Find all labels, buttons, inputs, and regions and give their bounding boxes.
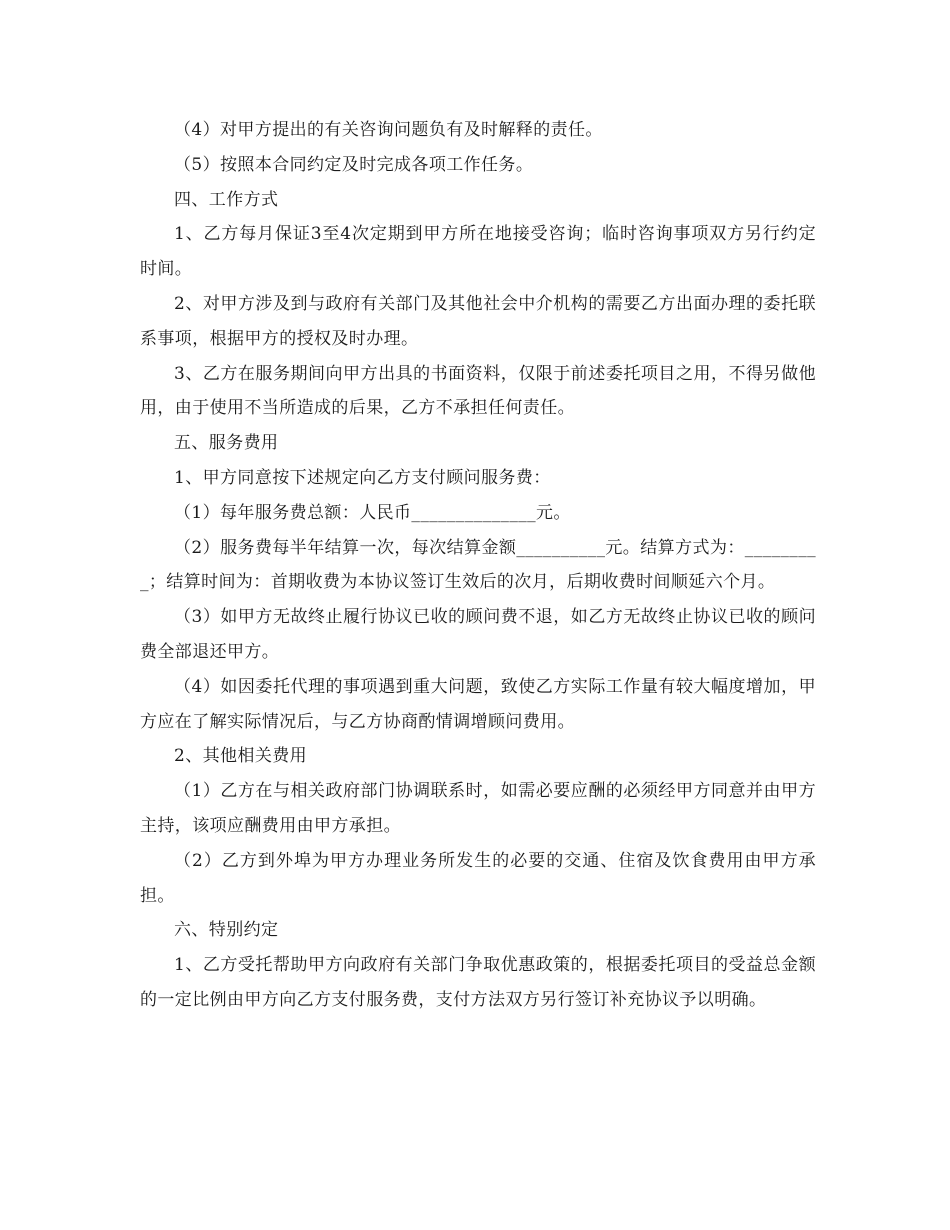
section-heading: 四、工作方式 [174, 189, 279, 210]
paragraph: 3、乙方在服务期间向甲方出具的书面资料，仅限于前述委托项目之用，不得另做他用，由于使用不当所造成的后果，乙方不承担任何责任。 [140, 363, 816, 419]
paragraph: （5）按照本合同约定及时完成各项工作任务。 [174, 154, 534, 175]
subsection-heading: 2、其他相关费用 [174, 746, 308, 767]
paragraph: （2）乙方到外埠为甲方办理业务所发生的必要的交通、住宿及饮食费用由甲方承担。 [140, 850, 816, 906]
section-heading: 五、服务费用 [174, 433, 279, 454]
paragraph: （1）每年服务费总额：人民币______________元。 [174, 502, 571, 523]
paragraph: （2）服务费每半年结算一次，每次结算金额__________元。结算方式为：_________；结算时间为：首期收费为本协议签订生效后的次月，后期收费时间顺延六个月。 [140, 537, 816, 593]
paragraph: （4）对甲方提出的有关咨询问题负有及时解释的责任。 [174, 120, 603, 140]
paragraph: （1）乙方在与相关政府部门协调联系时，如需必要应酬的必须经甲方同意并由甲方主持，该项应酬费用由甲方承担。 [140, 781, 816, 836]
paragraph: （4）如因委托代理的事项遇到重大问题，致使乙方实际工作量有较大幅度增加，甲方应在了解实际情况后，与乙方协商酌情调增顾问费用。 [140, 676, 816, 732]
paragraph: （3）如甲方无故终止履行协议已收的顾问费不退，如乙方无故终止协议已收的顾问费全部退还甲方。 [140, 607, 816, 662]
paragraph: 1、乙方受托帮助甲方向政府有关部门争取优惠政策的，根据委托项目的受益总金额的一定比例由甲方向乙方支付服务费，支付方法双方另行签订补充协议予以明确。 [140, 955, 816, 1010]
document-body [140, 113, 816, 1018]
section-heading: 六、特别约定 [174, 920, 279, 941]
paragraph: 2、对甲方涉及到与政府有关部门及其他社会中介机构的需要乙方出面办理的委托联系事项，根据甲方的授权及时办理。 [140, 293, 816, 349]
paragraph: 1、甲方同意按下述规定向乙方支付顾问服务费： [174, 467, 551, 488]
paragraph: 1、乙方每月保证3至4次定期到甲方所在地接受咨询；临时咨询事项双方另行约定时间。 [140, 224, 816, 280]
